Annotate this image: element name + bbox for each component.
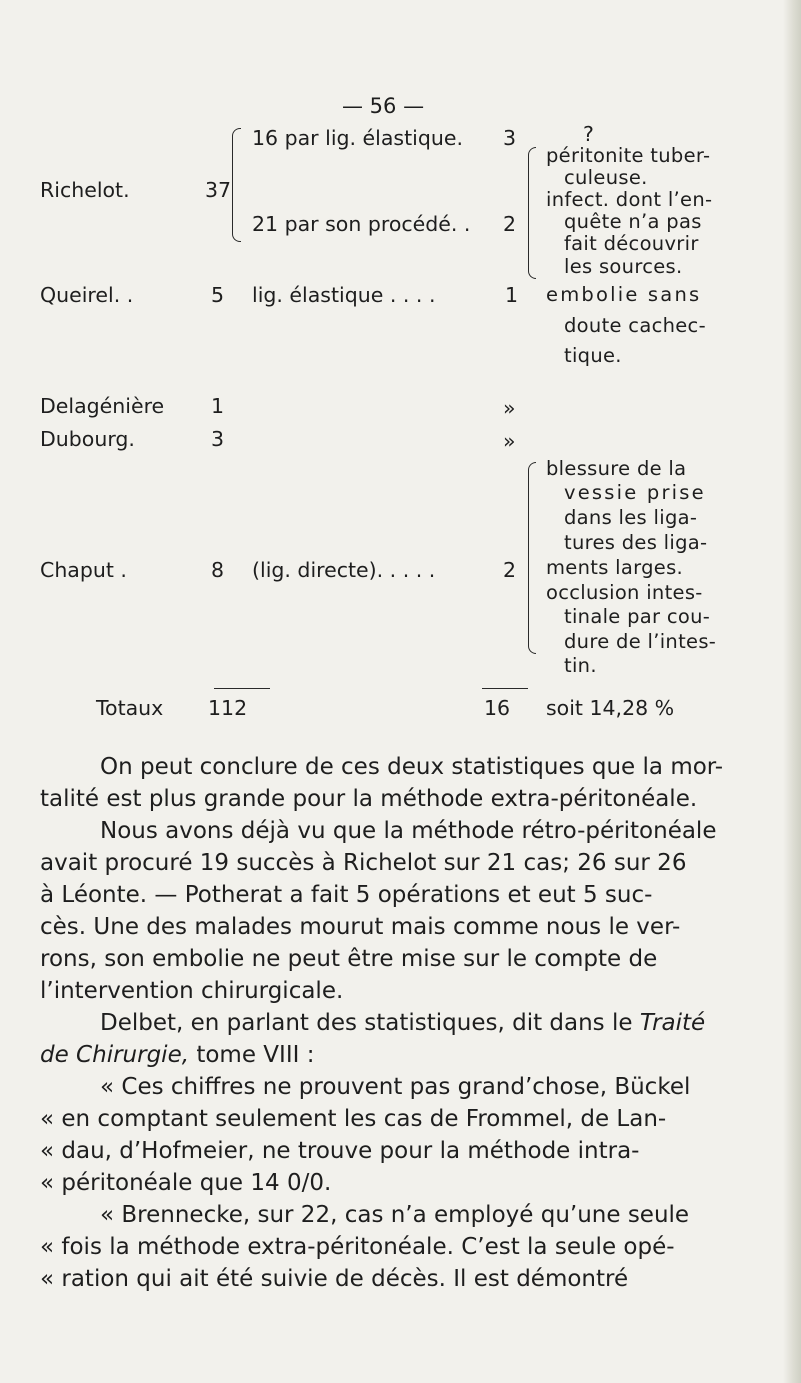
remark-line: blessure de la <box>546 457 687 480</box>
body-line: On peut conclure de ces deux statistiques que la mor- <box>100 754 724 780</box>
quote-line: « fois la méthode extra-péritonéale. C’est la seule opé- <box>40 1234 675 1260</box>
body-text: tome VIII : <box>196 1042 315 1068</box>
body-line <box>100 1012 705 1035</box>
row-deaths-richelot-2: 2 <box>503 212 517 236</box>
page-edge <box>783 0 801 1383</box>
totals-rate: soit 14,28 % <box>546 696 675 720</box>
quote-line: « Ces chiffres ne prouvent pas grand’chose, Bückel <box>100 1074 691 1100</box>
row-method-richelot-2: 21 par son procédé. . <box>252 212 471 236</box>
body-line: l’intervention chirurgicale. <box>40 978 344 1004</box>
brace-chaput-remarks <box>528 462 536 654</box>
book-title: Traité <box>639 1010 706 1036</box>
totals-rule-deaths <box>482 688 528 689</box>
remark-line: embolie sans <box>546 283 702 306</box>
row-deaths-queirel: 1 <box>505 283 519 307</box>
quote-line: « ration qui ait été suivie de décès. Il est démontré <box>40 1266 629 1292</box>
body-text: Delbet, en parlant des statistiques, dit dans le <box>100 1010 633 1036</box>
row-name-chaput: Chaput . <box>40 558 127 582</box>
remark-line: dans les liga- <box>564 506 698 529</box>
row-method-queirel: lig. élastique . . . . <box>252 283 436 307</box>
row-method-richelot-1: 16 par lig. élastique. <box>252 126 463 150</box>
row-deaths-dubourg: » <box>503 429 516 453</box>
remark-line: tique. <box>564 344 622 367</box>
remark-line: tin. <box>564 654 597 677</box>
row-deaths-delageniere: » <box>503 396 516 420</box>
totals-label: Totaux <box>96 696 164 720</box>
row-cases-dubourg: 3 <box>211 427 225 451</box>
quote-line: « dau, d’Hofmeier, ne trouve pour la méthode intra- <box>40 1138 640 1164</box>
row-deaths-chaput: 2 <box>503 558 517 582</box>
totals-cases: 112 <box>208 696 248 720</box>
row-name-dubourg: Dubourg. <box>40 427 135 451</box>
book-title: de Chirurgie, <box>40 1042 190 1068</box>
remark-line: doute cachec- <box>564 314 706 337</box>
remark-line: ments larges. <box>546 556 684 579</box>
remark-line: dure de l’intes- <box>564 630 717 653</box>
remark-line: culeuse. <box>564 166 648 189</box>
remark-line: les sources. <box>564 255 683 278</box>
brace-richelot-methods <box>232 128 241 242</box>
body-line: rons, son embolie ne peut être mise sur le compte de <box>40 946 658 972</box>
row-cases-richelot: 37 <box>205 178 232 202</box>
brace-richelot-remarks <box>528 147 536 279</box>
remark-line: péritonite tuber- <box>546 144 711 167</box>
totals-deaths: 16 <box>484 696 511 720</box>
row-method-chaput: (lig. directe). . . . . <box>252 558 436 582</box>
remark-line: quête n’a pas <box>564 210 702 233</box>
remark-line: infect. dont l’en- <box>546 188 713 211</box>
remark-line: fait découvrir <box>564 232 699 255</box>
row-name-delageniere: Delagénière <box>40 394 165 418</box>
body-line: cès. Une des malades mourut mais comme nous le ver- <box>40 914 681 940</box>
body-line: avait procuré 19 succès à Richelot sur 21 cas; 26 sur 26 <box>40 850 687 876</box>
quote-line: « en comptant seulement les cas de Frommel, de Lan- <box>40 1106 667 1132</box>
body-line: Nous avons déjà vu que la méthode rétro-péritonéale <box>100 818 717 844</box>
totals-rule-cases <box>214 688 270 689</box>
remark-line: occlusion intes- <box>546 581 703 604</box>
row-cases-queirel: 5 <box>211 283 225 307</box>
row-cases-delageniere: 1 <box>211 394 225 418</box>
body-line: à Léonte. — Potherat a fait 5 opérations et eut 5 suc- <box>40 882 653 908</box>
remark-line: tinale par cou- <box>564 605 711 628</box>
row-name-richelot: Richelot. <box>40 178 130 202</box>
quote-line: « Brennecke, sur 22, cas n’a employé qu’une seule <box>100 1202 690 1228</box>
remark-line: vessie prise <box>564 481 706 504</box>
body-line <box>40 1044 314 1067</box>
page-number: — 56 — <box>342 94 425 118</box>
row-cases-chaput: 8 <box>211 558 225 582</box>
row-name-queirel: Queirel. . <box>40 283 134 307</box>
body-line: talité est plus grande pour la méthode extra-péritonéale. <box>40 786 698 812</box>
remark-line: tures des liga- <box>564 531 708 554</box>
row-mark-richelot: ? <box>583 122 594 146</box>
quote-line: « péritonéale que 14 0/0. <box>40 1170 332 1196</box>
row-deaths-richelot-1: 3 <box>503 126 517 150</box>
